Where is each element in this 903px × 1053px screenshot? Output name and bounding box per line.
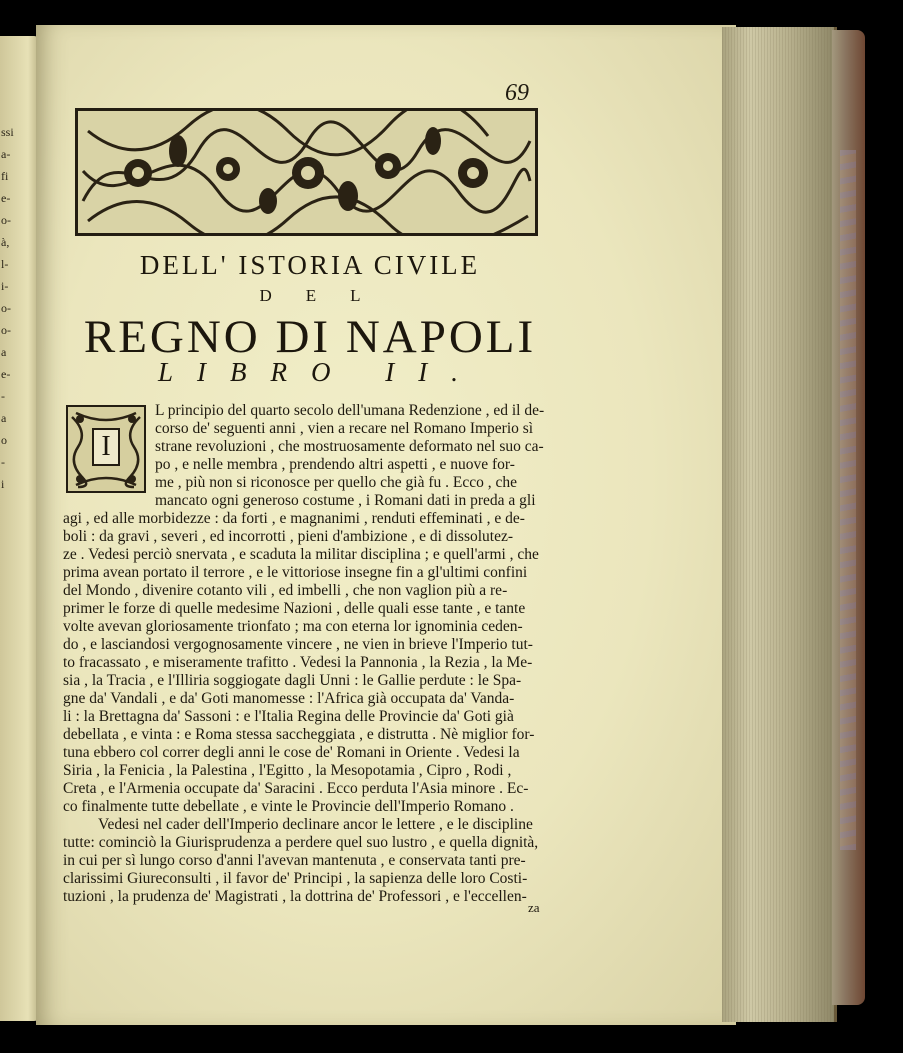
body-text-line: agi , ed alle morbidezze : da forti , e magnanimi , renduti effeminati , e de- bbox=[63, 510, 525, 527]
left-page-fragment: l- bbox=[1, 257, 9, 271]
main-title: REGNO DI NAPOLI bbox=[83, 311, 537, 363]
body-text-line: sia , la Tracia , e l'Illiria soggiogate dagli Unni : le Gallie perdute : le Spa- bbox=[63, 672, 522, 689]
body-text-line: ze . Vedesi perciò snervata , e scaduta la militar disciplina ; e quell'armi , che bbox=[63, 546, 539, 563]
drop-cap-initial: I bbox=[92, 428, 120, 466]
body-text-line: co finalmente tutte debellate , e vinte le Provincie dell'Imperio Romano . bbox=[63, 798, 514, 815]
left-page-fragment: a bbox=[1, 411, 7, 425]
body-text-line: do , e lasciandosi vergognosamente vincere , ne vien in brieve l'Imperio tut- bbox=[63, 636, 533, 653]
body-text-line: clarissimi Giureconsulti , il favor de' Principi , la sapienza delle loro Costi- bbox=[63, 870, 528, 887]
left-page-edge bbox=[0, 36, 40, 1021]
body-text-line: prima avean portato il terrore , e le vittoriose insegne fin a gl'ultimi confini bbox=[63, 564, 528, 581]
body-text-line: me , più non si riconosce per quello che già fu . Ecco , che bbox=[155, 474, 517, 491]
catchword: za bbox=[528, 900, 540, 915]
page-fore-edge bbox=[722, 27, 837, 1022]
left-page-fragment: ssi bbox=[1, 125, 14, 139]
body-text-line: Creta , e l'Armenia occupate da' Saracini . Ecco perduta l'Asia minore . Ec- bbox=[63, 780, 529, 797]
left-page-fragment: o- bbox=[1, 323, 11, 337]
body-text-line: strane revoluzioni , che mostruosamente deformato nel suo ca- bbox=[155, 438, 544, 455]
body-text-line: del Mondo , divenire cotanto vili , ed imbelli , che non vaglion più a re- bbox=[63, 582, 508, 599]
body-text-line: tutte: cominciò la Giurisprudenza a perdere quel suo lustro , e quella dignità, bbox=[63, 834, 539, 851]
left-page-fragment: e- bbox=[1, 367, 11, 381]
body-text-line: primer le forze di quelle medesime Nazioni , delle quali esse tante , e tante bbox=[63, 600, 526, 617]
body-text-line: li : la Brettagna da' Sassoni : e l'Italia Regina delle Provincie da' Goti già bbox=[63, 708, 514, 725]
left-page-fragment: fi bbox=[1, 169, 9, 183]
left-page-fragment: - bbox=[1, 455, 5, 469]
body-text-line: volte avevan gloriosamente trionfato ; ma con eterna lor ignominia ceden- bbox=[63, 618, 523, 635]
title-line-2: DEL bbox=[259, 286, 395, 305]
body-text-line: mancato ogni generoso costume , i Romani dati in preda a gli bbox=[155, 492, 536, 509]
book-number-text: LIBRO II. bbox=[158, 357, 482, 387]
body-text-line: L principio del quarto secolo dell'umana Redenzione , ed il de- bbox=[155, 402, 545, 419]
body-text-line: gne da' Vandali , e da' Goti manomesse : l'Africa già occupata da' Vanda- bbox=[63, 690, 515, 707]
left-page-fragment: o bbox=[1, 433, 7, 447]
body-text-line: tuzioni , la prudenza de' Magistrati , la dottrina de' Professori , e l'eccellen- bbox=[63, 888, 527, 905]
ornamental-headpiece bbox=[75, 108, 538, 236]
title-line-1: DELL' ISTORIA CIVILE bbox=[139, 250, 481, 280]
body-text-line: corso de' seguenti anni , vien a recare nel Romano Imperio sì bbox=[155, 420, 534, 437]
left-page-fragment: o- bbox=[1, 213, 11, 227]
left-page-fragment: e- bbox=[1, 191, 11, 205]
body-text-line: tuna ebbero col correr degli anni le cose de' Romani in Oriente . Vedesi la bbox=[63, 744, 520, 761]
left-page-fragment: à, bbox=[1, 235, 10, 249]
left-page-fragment: a- bbox=[1, 147, 11, 161]
body-text-line: in cui per sì lungo corso d'anni l'avevan mantenuta , e conservata tanti pre- bbox=[63, 852, 526, 869]
left-page-fragment: a bbox=[1, 345, 7, 359]
left-page-fragment: i bbox=[1, 477, 5, 491]
left-page-fragment: - bbox=[1, 389, 5, 403]
page-number: 69 bbox=[505, 80, 529, 106]
left-page-fragment: i- bbox=[1, 279, 9, 293]
body-text-line: po , e nelle membra , prendendo altri aspetti , e nuove for- bbox=[155, 456, 515, 473]
body-text-line: Siria , la Fenicia , la Palestina , l'Egitto , la Mesopotamia , Cipro , Rodi , bbox=[63, 762, 512, 779]
body-text-line: boli : da gravi , severi , ed incorrotti , pieni d'ambizione , e di dissolutez- bbox=[63, 528, 514, 545]
body-text-line: to fracassato , e miseramente trafitto . Vedesi la Pannonia , la Rezia , la Me- bbox=[63, 654, 533, 671]
body-text-line: Vedesi nel cader dell'Imperio declinare ancor le lettere , e le discipline bbox=[98, 816, 533, 833]
book-number bbox=[60, 357, 560, 388]
body-text-line: debellata , e vinta : e Roma stessa saccheggiata , e distrutta . Nè miglior for- bbox=[63, 726, 535, 743]
book-cover-board bbox=[832, 30, 865, 1005]
left-page-fragment: o- bbox=[1, 301, 11, 315]
